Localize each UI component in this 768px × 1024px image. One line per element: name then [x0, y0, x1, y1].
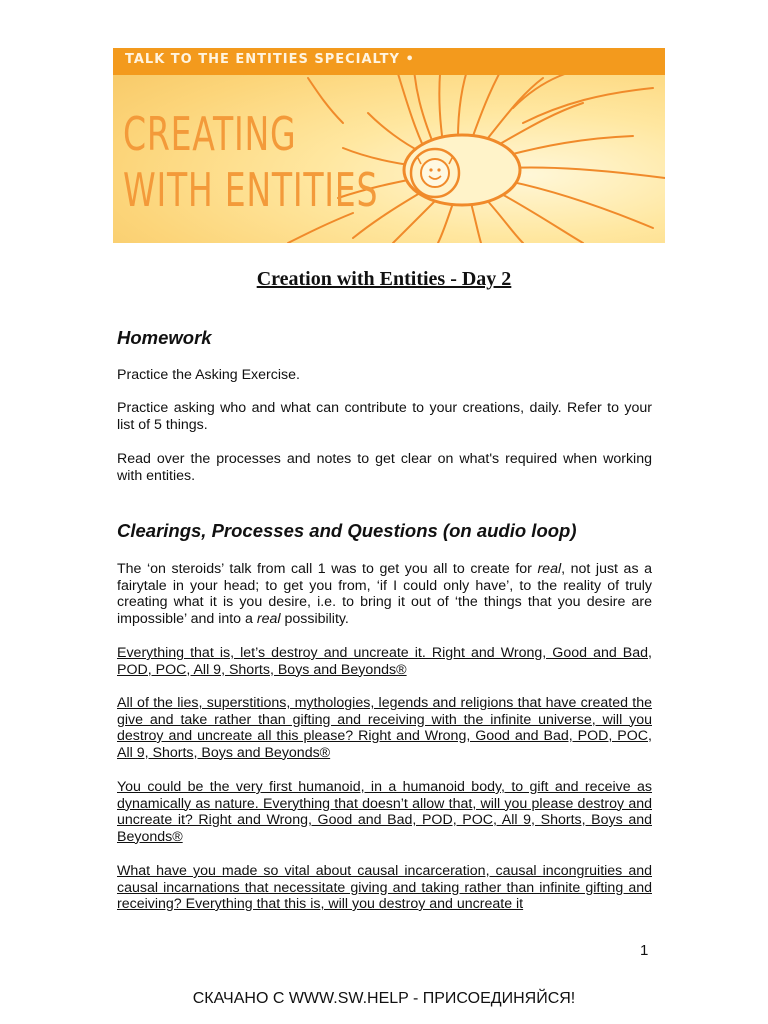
clearing-statement-4: What have you made so vital about causal incarceration, causal incongruities and causal incarnations that necessitate giving and taking rather than infinite gifting and receiving? Everything that this is, will you destroy and uncreate it: [117, 863, 652, 912]
intro-text-b: , not just as a fairytale in your head; to get you from, ‘if I could only have’, to the reality of truly creating what it is you desire, i.e. to bring it out of ‘the things that you desire are impossible’ and into a: [117, 561, 652, 627]
banner-strip: [113, 48, 665, 75]
homework-heading: Homework: [117, 327, 212, 348]
clearings-heading: Clearings, Processes and Questions (on audio loop): [117, 520, 577, 541]
document-title: Creation with Entities - Day 2: [256, 268, 512, 290]
intro-text-c: possibility.: [280, 610, 349, 627]
banner-title-line2: WITH ENTITIES: [123, 163, 379, 217]
intro-emphasis-1: real: [537, 561, 562, 577]
intro-paragraph: [117, 561, 652, 627]
download-footer: СКАЧАНО С WWW.SW.HELP - ПРИСОЕДИНЯЙСЯ!: [192, 990, 576, 1007]
banner-strip-text: TALK TO THE ENTITIES SPECIALTY •: [125, 52, 415, 67]
header-banner: [113, 48, 665, 243]
intro-emphasis-2: real: [256, 610, 281, 627]
banner-title: [123, 106, 378, 218]
banner-title-line1: CREATING: [123, 107, 297, 161]
clearing-statement-1: Everything that is, let’s destroy and uncreate it. Right and Wrong, Good and Bad, POD, POC, All 9, Shorts, Boys and Beyonds®: [117, 645, 652, 678]
clearing-statement-3: You could be the very first humanoid, in a humanoid body, to gift and receive as dynamically as nature. Everything that doesn’t allow that, will you please destroy and uncreate it? Right and Wrong, Good and Bad, POD, POC, All 9, Shorts, Boys and Beyonds®: [117, 779, 652, 845]
page-number: 1: [640, 942, 649, 959]
homework-paragraph-1: Practice the Asking Exercise.: [117, 367, 300, 383]
homework-paragraph-3: Read over the processes and notes to get clear on what's required when working with entities.: [117, 451, 652, 484]
homework-paragraph-2: Practice asking who and what can contribute to your creations, daily. Refer to your list of 5 things.: [117, 400, 652, 433]
intro-text-a: The ‘on steroids’ talk from call 1 was to get you all to create for: [117, 561, 538, 577]
clearing-statement-2: All of the lies, superstitions, mythologies, legends and religions that have created the give and take rather than gifting and receiving with the infinite universe, will you destroy and uncreate all this please? Right and Wrong, Good and Bad, POD, POC, All 9, Shorts, Boys and Beyonds®: [117, 695, 652, 761]
